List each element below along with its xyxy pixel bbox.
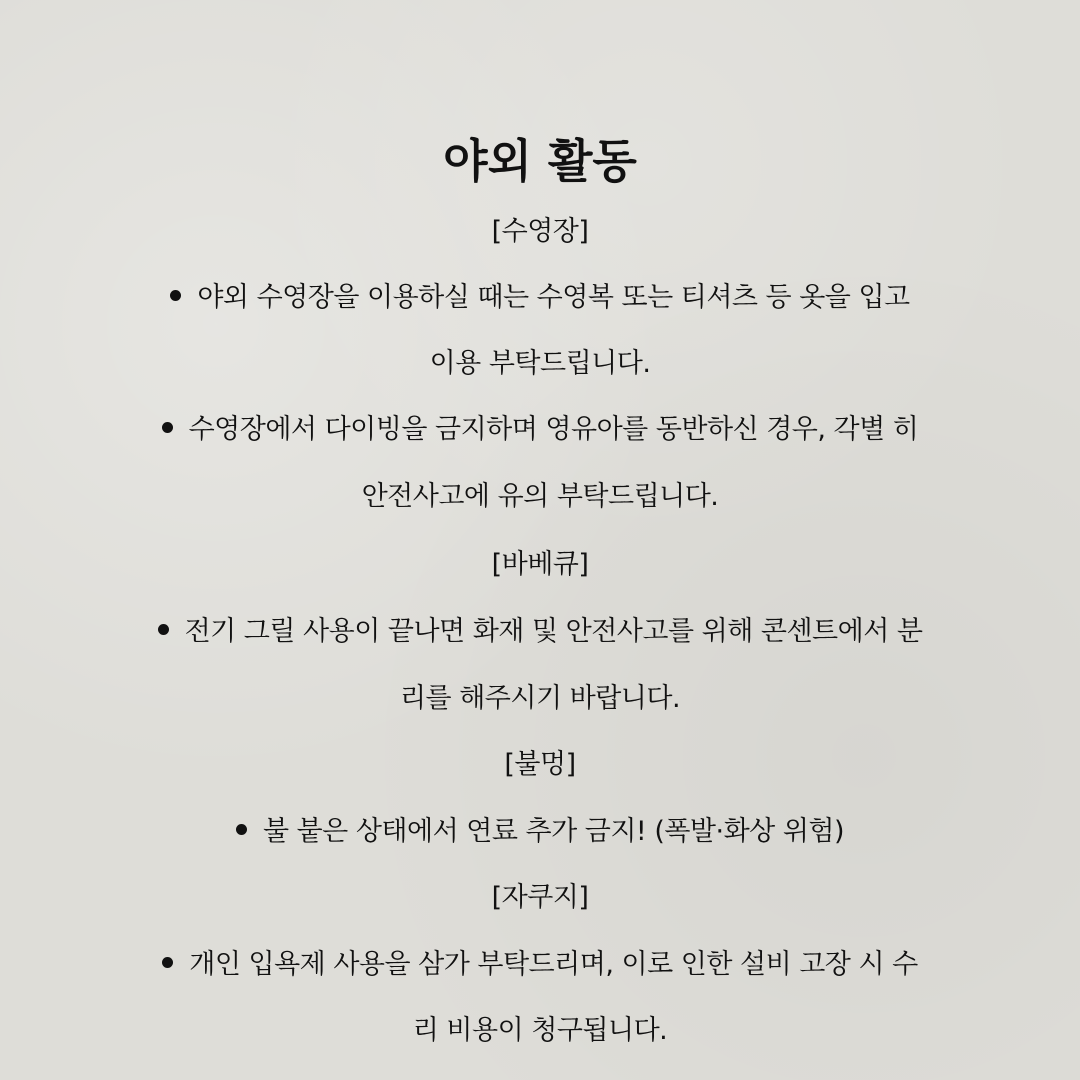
section-heading-bbq: [바베큐] <box>491 549 589 580</box>
bullet-text: 전기 그릴 사용이 끝나면 화재 및 안전사고를 위해 콘센트에서 분 <box>184 616 923 647</box>
bullet-item <box>0 612 1080 652</box>
section-heading-pool: [수영장] <box>491 216 589 247</box>
bullet-icon <box>170 290 181 301</box>
bullet-text: 야외 수영장을 이용하실 때는 수영복 또는 티셔츠 등 옷을 입고 <box>197 282 910 313</box>
page-title: 야외 활동 <box>443 134 637 188</box>
bullet-text: 개인 입욕제 사용을 삼가 부탁드리며, 이로 인한 설비 고장 시 수 <box>189 949 918 980</box>
bullet-item <box>0 812 1080 852</box>
bullet-continuation: 이용 부탁드립니다. <box>429 348 651 379</box>
bullet-icon <box>162 422 173 433</box>
bullet-icon <box>158 624 169 635</box>
bullet-continuation: 리를 해주시기 바랍니다. <box>399 683 681 714</box>
bullet-item <box>0 410 1080 450</box>
bullet-icon <box>162 957 173 968</box>
section-heading-jacuzzi: [자쿠지] <box>491 882 589 913</box>
bullet-continuation: 안전사고에 유의 부탁드립니다. <box>361 481 719 512</box>
bullet-text: 수영장에서 다이빙을 금지하며 영유아를 동반하신 경우, 각별 히 <box>188 414 919 445</box>
bullet-item <box>0 278 1080 318</box>
section-heading-firepit: [불멍] <box>504 749 576 780</box>
bullet-icon <box>236 824 247 835</box>
bullet-item <box>0 945 1080 985</box>
bullet-text: 불 붙은 상태에서 연료 추가 금지! (폭발·화상 위험) <box>262 816 845 847</box>
bullet-continuation: 리 비용이 청구됩니다. <box>412 1015 668 1046</box>
